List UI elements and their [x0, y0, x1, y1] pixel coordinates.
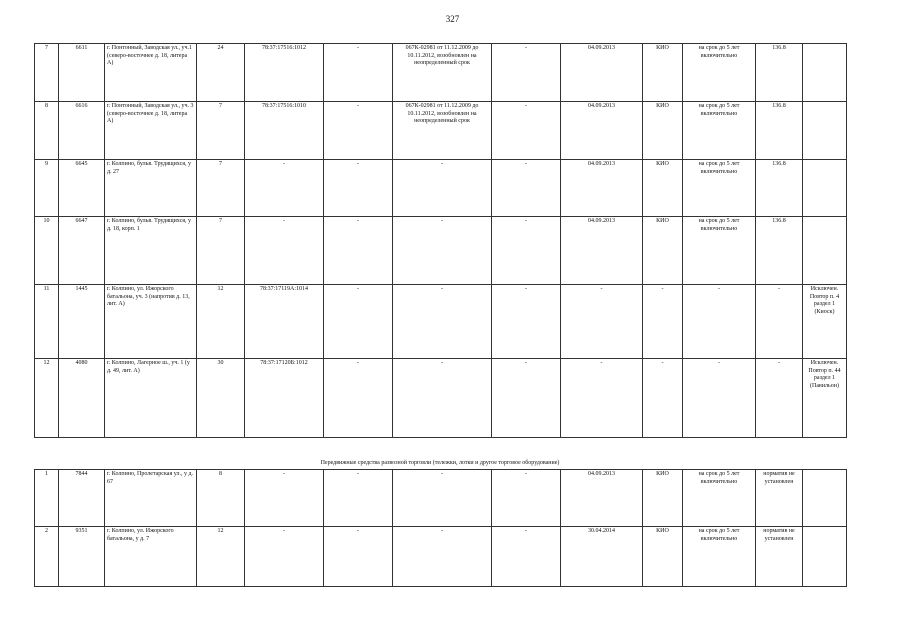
col8-cell: - [492, 44, 561, 102]
term-cell: на срок до 5 лет включительно [683, 527, 756, 587]
table-row [35, 359, 847, 438]
object-id: 6611 [59, 44, 105, 102]
note-cell [803, 102, 847, 160]
note-cell [803, 470, 847, 527]
col8-cell: - [492, 160, 561, 217]
address-cell: г. Колпино, бульв. Трудящихся, у д. 27 [105, 160, 197, 217]
objects-table [34, 43, 847, 438]
contract-cell: - [393, 217, 492, 285]
object-id: 6647 [59, 217, 105, 285]
address-cell: г. Колпино, бульв. Трудящихся, у д. 18, корп. 1 [105, 217, 197, 285]
rate-cell: норматив не установлен [756, 527, 803, 587]
rate-cell: норматив не установлен [756, 470, 803, 527]
date-cell: 04.09.2013 [561, 217, 643, 285]
authority-cell: - [643, 359, 683, 438]
area-cell: 12 [197, 285, 245, 359]
date-cell: 04.09.2013 [561, 102, 643, 160]
object-id: 1445 [59, 285, 105, 359]
address-cell: г. Понтонный, Заводская ул., уч.1 (северо-восточнее д. 18, литера А) [105, 44, 197, 102]
object-id: 9351 [59, 527, 105, 587]
col6-cell: - [324, 359, 393, 438]
date-cell: 04.09.2013 [561, 44, 643, 102]
cadastral-number-cell: 78:37:17516:1012 [245, 44, 324, 102]
address-cell: г. Колпино, Лагерное ш., уч. 1 (у д. 49, лит. А) [105, 359, 197, 438]
note-cell: Исключен. Повтор п. 44 раздел 1 (Павильон) [803, 359, 847, 438]
cadastral-number-cell: - [245, 160, 324, 217]
table-row [35, 160, 847, 217]
address-cell: г. Колпино, ул. Ижорского батальона, уч. 3 (напротив д. 13, лит. А) [105, 285, 197, 359]
note-cell [803, 160, 847, 217]
area-cell: 7 [197, 217, 245, 285]
rate-cell: - [756, 285, 803, 359]
col6-cell: - [324, 217, 393, 285]
row-number: 12 [35, 359, 59, 438]
area-cell: 30 [197, 359, 245, 438]
col6-cell: - [324, 44, 393, 102]
contract-cell: - [393, 359, 492, 438]
col6-cell: - [324, 285, 393, 359]
date-cell: 04.09.2013 [561, 470, 643, 527]
rate-cell: 136.8 [756, 102, 803, 160]
term-cell: на срок до 5 лет включительно [683, 217, 756, 285]
table-row [35, 44, 847, 102]
col8-cell: - [492, 359, 561, 438]
date-cell: 04.09.2013 [561, 160, 643, 217]
object-id: 7844 [59, 470, 105, 527]
contract-cell: - [393, 160, 492, 217]
term-cell: - [683, 359, 756, 438]
authority-cell: КИО [643, 470, 683, 527]
area-cell: 8 [197, 470, 245, 527]
area-cell: 12 [197, 527, 245, 587]
col6-cell: - [324, 160, 393, 217]
row-number: 1 [35, 470, 59, 527]
contract-cell: 067К-02981 от 11.12.2009 до 10.11.2012, возобновлен на неопределенный срок [393, 102, 492, 160]
date-cell: - [561, 359, 643, 438]
col8-cell: - [492, 217, 561, 285]
area-cell: 7 [197, 160, 245, 217]
term-cell: на срок до 5 лет включительно [683, 470, 756, 527]
authority-cell: - [643, 285, 683, 359]
authority-cell: КИО [643, 217, 683, 285]
authority-cell: КИО [643, 102, 683, 160]
term-cell: - [683, 285, 756, 359]
area-cell: 24 [197, 44, 245, 102]
col6-cell: - [324, 470, 393, 527]
contract-cell: - [393, 527, 492, 587]
contract-cell: - [393, 285, 492, 359]
date-cell: - [561, 285, 643, 359]
term-cell: на срок до 5 лет включительно [683, 102, 756, 160]
col8-cell: - [492, 285, 561, 359]
table-row [35, 527, 847, 587]
row-number: 11 [35, 285, 59, 359]
note-cell [803, 527, 847, 587]
cadastral-number-cell: 78:37:17119А:1014 [245, 285, 324, 359]
row-number: 2 [35, 527, 59, 587]
page-number: 327 [445, 14, 460, 24]
date-cell: 30.04.2014 [561, 527, 643, 587]
authority-cell: КИО [643, 527, 683, 587]
section-title: Передвижные средства развозной торговли (тележки, лотки и другое торговое оборудование) [320, 460, 560, 466]
authority-cell: КИО [643, 160, 683, 217]
col6-cell: - [324, 102, 393, 160]
note-cell [803, 44, 847, 102]
address-cell: г. Колпино, Пролетарская ул., у д. 67 [105, 470, 197, 527]
cadastral-number-cell: - [245, 527, 324, 587]
note-cell [803, 217, 847, 285]
address-cell: г. Колпино, ул. Ижорского батальона, у д. 7 [105, 527, 197, 587]
col6-cell: - [324, 527, 393, 587]
rate-cell: 136.8 [756, 44, 803, 102]
col8-cell: - [492, 527, 561, 587]
address-cell: г. Понтонный, Заводская ул., уч. 3 (северо-восточнее д. 18, литера А) [105, 102, 197, 160]
object-id: 6616 [59, 102, 105, 160]
note-cell: Исключен. Повтор п. 4 раздел 1 (Киоск) [803, 285, 847, 359]
col8-cell: - [492, 470, 561, 527]
cadastral-number-cell: - [245, 470, 324, 527]
contract-cell: 067К-02981 от 11.12.2009 до 10.11.2012, возобновлен на неопределенный срок [393, 44, 492, 102]
rate-cell: 136.8 [756, 160, 803, 217]
table-row [35, 217, 847, 285]
contract-cell: - [393, 470, 492, 527]
table-row [35, 285, 847, 359]
rate-cell: 136.8 [756, 217, 803, 285]
mobile-trade-table [34, 469, 847, 587]
col8-cell: - [492, 102, 561, 160]
row-number: 7 [35, 44, 59, 102]
cadastral-number-cell: - [245, 217, 324, 285]
object-id: 4080 [59, 359, 105, 438]
term-cell: на срок до 5 лет включительно [683, 44, 756, 102]
table-row [35, 470, 847, 527]
row-number: 8 [35, 102, 59, 160]
cadastral-number-cell: 78:37:17516:1010 [245, 102, 324, 160]
rate-cell: - [756, 359, 803, 438]
area-cell: 7 [197, 102, 245, 160]
table-row [35, 102, 847, 160]
row-number: 9 [35, 160, 59, 217]
row-number: 10 [35, 217, 59, 285]
authority-cell: КИО [643, 44, 683, 102]
cadastral-number-cell: 78:37:17120Б:1012 [245, 359, 324, 438]
term-cell: на срок до 5 лет включительно [683, 160, 756, 217]
object-id: 6645 [59, 160, 105, 217]
